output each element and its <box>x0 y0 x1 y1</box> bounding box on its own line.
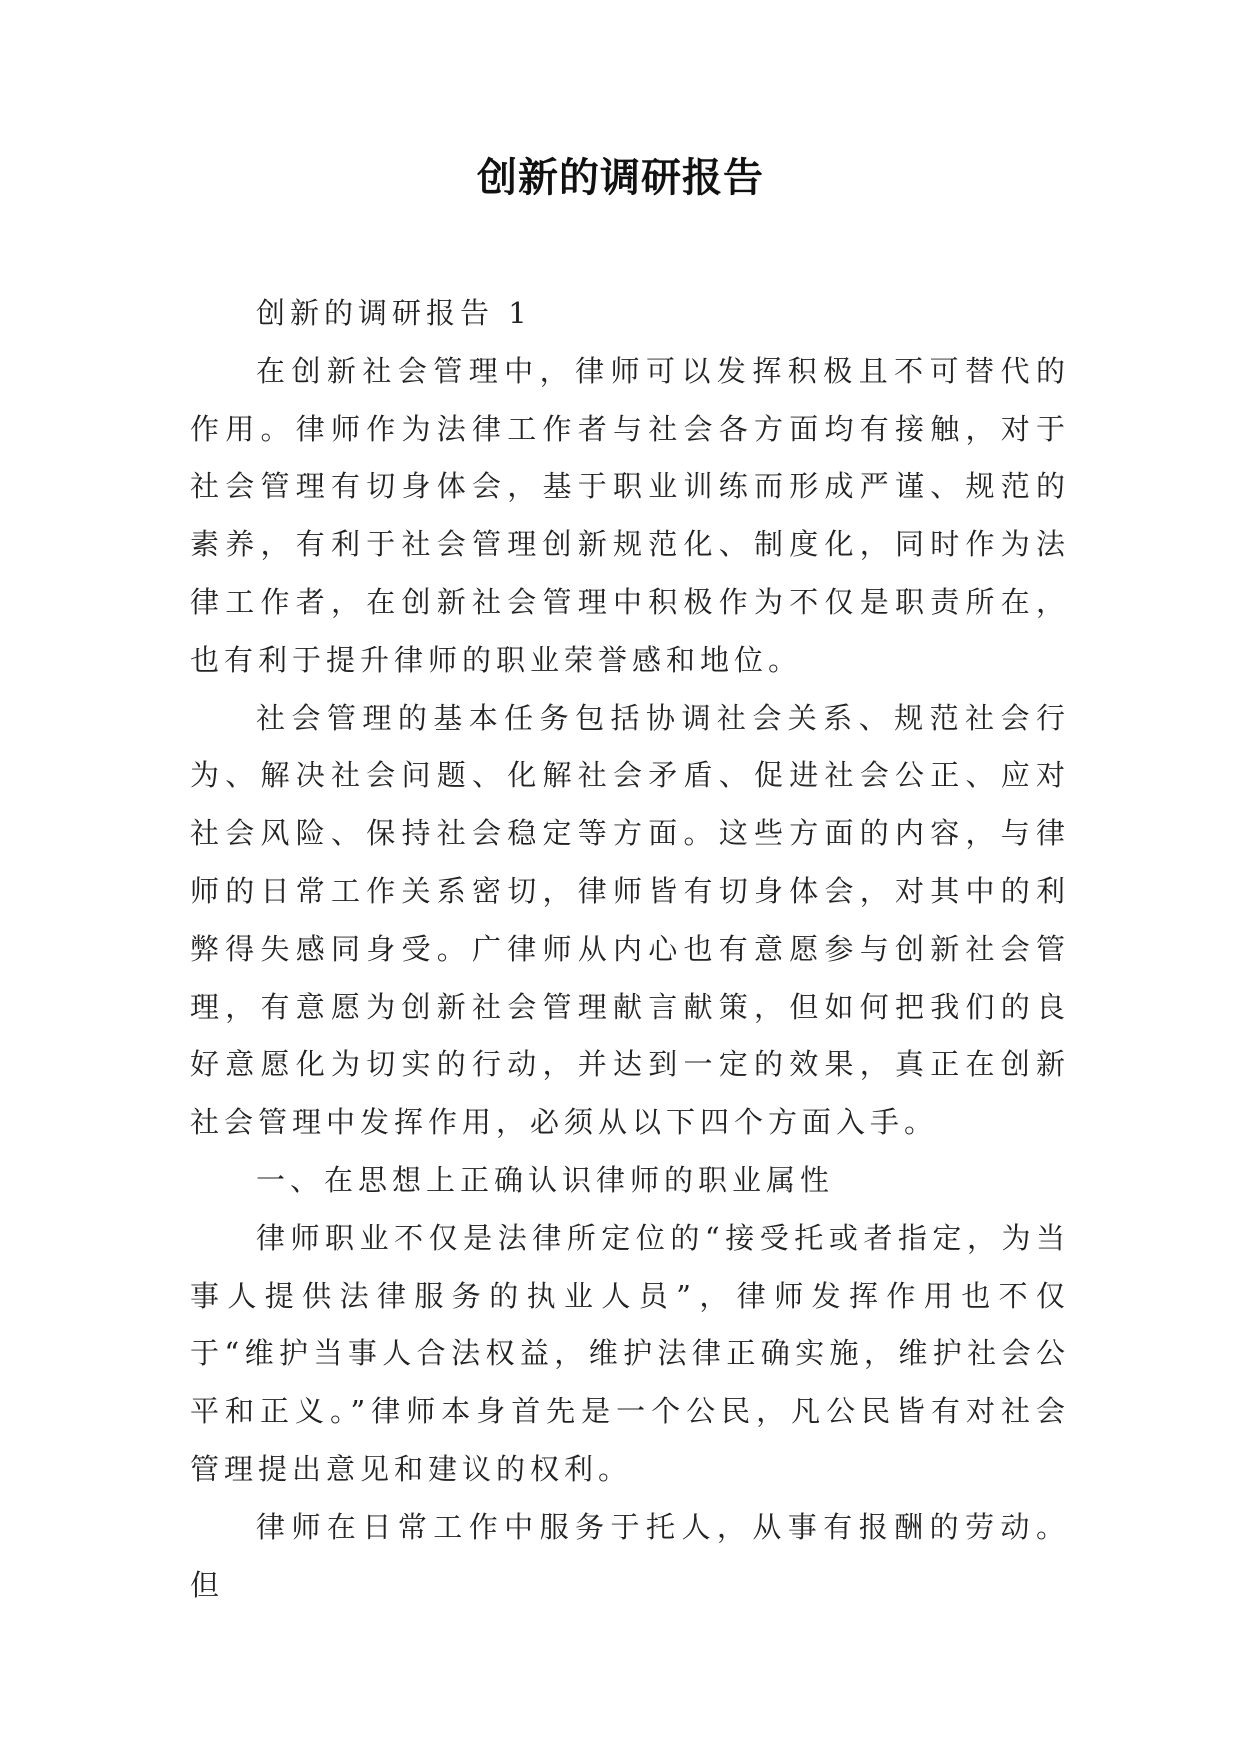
paragraph: 在创新社会管理中，律师可以发挥积极且不可替代的作用。律师作为法律工作者与社会各方面均有接触，对于社会管理有切身体会，基于职业训练而形成严谨、规范的素养，有利于社会管理创新规范化、制度化，同时作为法律工作者，在创新社会管理中积极作为不仅是职责所在，也有利于提升律师的职业荣誉感和地位。 <box>190 353 1070 677</box>
section-heading: 创新的调研报告 1 <box>256 296 532 330</box>
paragraph: 律师在日常工作中服务于托人，从事有报酬的劳动。但 <box>190 1509 1070 1602</box>
document-title: 创新的调研报告 <box>477 155 764 201</box>
document-body <box>190 285 1070 1614</box>
paragraph: 律师职业不仅是法律所定位的“接受托或者指定，为当事人提供法律服务的执业人员”，律师发挥作用也不仅于“维护当事人合法权益，维护法律正确实施，维护社会公平和正义。”律师本身首先是一个公民，凡公民皆有对社会管理提出意见和建议的权利。 <box>190 1220 1070 1486</box>
section-heading: 一、在思想上正确认识律师的职业属性 <box>256 1162 835 1197</box>
paragraph: 社会管理的基本任务包括协调社会关系、规范社会行为、解决社会问题、化解社会矛盾、促进社会公正、应对社会风险、保持社会稳定等方面。这些方面的内容，与律师的日常工作关系密切，律师皆有切身体会，对其中的利弊得失感同身受。广律师从内心也有意愿参与创新社会管理，有意愿为创新社会管理献言献策，但如何把我们的良好意愿化为切实的行动，并达到一定的效果，真正在创新社会管理中发挥作用，必须从以下四个方面入手。 <box>190 700 1070 1140</box>
